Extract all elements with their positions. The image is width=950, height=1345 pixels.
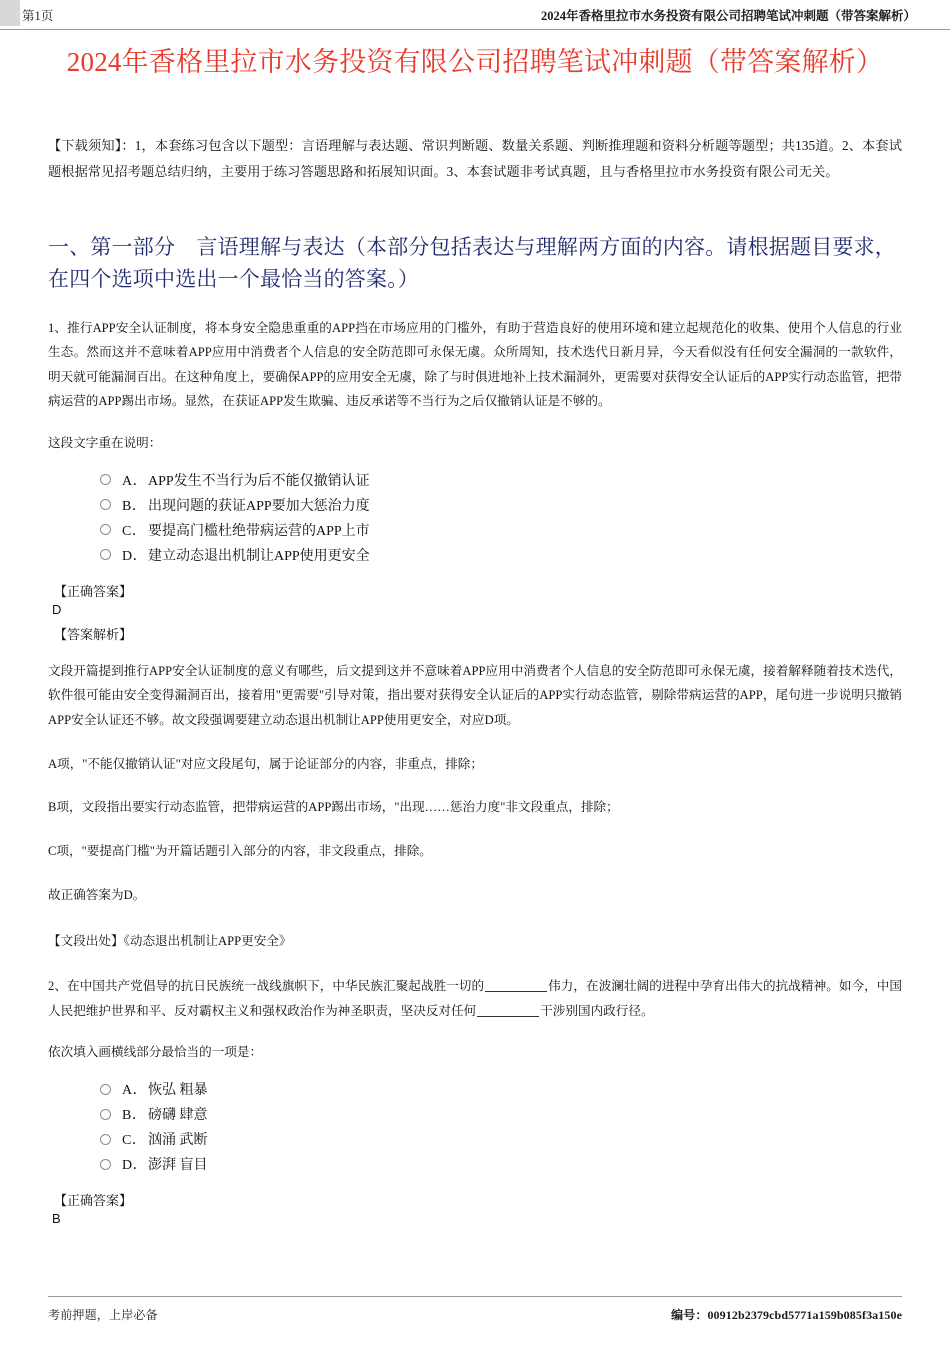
fill-in-blank bbox=[477, 1016, 539, 1017]
option-text: 建立动态退出机制让APP使用更安全 bbox=[148, 548, 370, 564]
question-2-stem-part-1: 2、在中国共产党倡导的抗日民族统一战线旗帜下，中华民族汇聚起战胜一切的 bbox=[48, 979, 485, 994]
option-row[interactable] bbox=[100, 1154, 902, 1174]
option-text: 出现问题的获证APP要加大惩治力度 bbox=[148, 498, 370, 514]
option-text: 恢弘 粗暴 bbox=[148, 1083, 208, 1099]
question-2-answer-label: 【正确答案】 bbox=[54, 1193, 133, 1209]
page-body bbox=[0, 30, 950, 1226]
question-block-2 bbox=[48, 974, 902, 1226]
option-letter: A． bbox=[122, 473, 148, 489]
running-header bbox=[0, 0, 950, 30]
option-letter: C． bbox=[122, 1133, 147, 1149]
radio-button-icon[interactable] bbox=[100, 524, 111, 535]
option-letter: B． bbox=[122, 1108, 147, 1124]
radio-button-icon[interactable] bbox=[100, 1084, 111, 1095]
option-row[interactable] bbox=[100, 1104, 902, 1124]
footer-slogan: 考前押题，上岸必备 bbox=[48, 1308, 158, 1322]
question-1-stem: 1、推行APP安全认证制度，将本身安全隐患重重的APP挡在市场应用的门槛外，有助于营造良好的使用环境和建立起规范化的收集、使用个人信息的行业生态。然而这并不意味着APP应用中消费者个人信息的安全防范即可永保无虞。众所周知，技术迭代日新月异，今天看似没有任何安全漏洞的一款软件，明天就可能漏洞百出。在这种角度上，要确保APP的应用安全无虞，除了与时俱进地补上技术漏洞外，更需要对获得安全认证后的APP实行动态监管，把带病运营的APP踢出市场。显然，在获证APP发生欺骗、违反承诺等不当行为之后仅撤销认证是不够的。 bbox=[48, 320, 902, 409]
running-footer bbox=[48, 1296, 902, 1323]
question-2-answer-value: B bbox=[52, 1211, 61, 1227]
question-2-stem-part-3: 干涉别国内政行径。 bbox=[540, 1003, 654, 1018]
section-heading-part-one: 一、第一部分 言语理解与表达（本部分包括表达与理解两方面的内容。请根据题目要求，在四个选项中选出一个最恰当的答案。） bbox=[48, 234, 896, 292]
option-row[interactable] bbox=[100, 470, 902, 490]
option-row[interactable] bbox=[100, 1079, 902, 1099]
option-row[interactable] bbox=[100, 1129, 902, 1149]
running-header-title: 2024年香格里拉市水务投资有限公司招聘笔试冲刺题（带答案解析） bbox=[540, 8, 916, 23]
option-row[interactable] bbox=[100, 495, 902, 515]
question-1-prompt: 这段文字重在说明： bbox=[48, 436, 162, 450]
document-title: 2024年香格里拉市水务投资有限公司招聘笔试冲刺题（带答案解析） bbox=[66, 47, 884, 77]
radio-button-icon[interactable] bbox=[100, 1159, 111, 1170]
question-1-answer-label: 【正确答案】 bbox=[54, 583, 133, 599]
download-notice: 【下载须知】：1，本套练习包含以下题型：言语理解与表达题、常识判断题、数量关系题、判断推理题和资料分析题等题型；共135道。2、本套试题根据常见招考题总结归纳，主要用于练习答题思路和拓展知识面。3、本套试题非考试真题，且与香格里拉市水务投资有限公司无关。 bbox=[48, 138, 902, 179]
radio-button-icon[interactable] bbox=[100, 1134, 111, 1145]
option-letter: B． bbox=[122, 498, 147, 514]
option-text: 磅礴 肆意 bbox=[148, 1108, 208, 1124]
question-2-stem-part-2: 伟力，在波澜壮阔的进程中孕育出伟大的抗战精神。如今，中国人民把维护世界和平、反对霸权主义和强权政治作为神圣职责，坚决反对任何 bbox=[48, 979, 903, 1018]
option-letter: D． bbox=[122, 1158, 148, 1174]
option-row[interactable] bbox=[100, 545, 902, 565]
question-1-analysis-option-c: C项，"要提高门槛"为开篇话题引入部分的内容，非文段重点，排除。 bbox=[48, 844, 432, 859]
radio-button-icon[interactable] bbox=[100, 499, 111, 510]
option-text: 澎湃 盲目 bbox=[148, 1158, 208, 1174]
radio-button-icon[interactable] bbox=[100, 1109, 111, 1120]
option-text: 要提高门槛杜绝带病运营的APP上市 bbox=[148, 523, 370, 539]
page-number-label: 第1页 bbox=[22, 8, 54, 23]
question-1-options bbox=[48, 470, 902, 565]
question-1-analysis-option-b: B项，文段指出要实行动态监管，把带病运营的APP踢出市场，"出现……惩治力度"非文段重点，排除； bbox=[48, 800, 619, 815]
question-2-options bbox=[48, 1079, 902, 1174]
question-1-analysis-conclusion: 故正确答案为D。 bbox=[48, 888, 146, 903]
question-2-stem bbox=[48, 974, 902, 1023]
fill-in-blank bbox=[485, 991, 547, 992]
radio-button-icon[interactable] bbox=[100, 474, 111, 485]
option-text: APP发生不当行为后不能仅撤销认证 bbox=[148, 473, 370, 489]
option-row[interactable] bbox=[100, 520, 902, 540]
question-1-analysis-option-a: A项，"不能仅撤销认证"对应文段尾句，属于论证部分的内容，非重点，排除； bbox=[48, 756, 483, 771]
question-1-answer-value: D bbox=[52, 601, 62, 617]
radio-button-icon[interactable] bbox=[100, 549, 111, 560]
option-letter: C． bbox=[122, 523, 147, 539]
option-letter: A． bbox=[122, 1083, 148, 1099]
question-1-analysis-main: 文段开篇提到推行APP安全认证制度的意义有哪些，后文提到这并不意味着APP应用中消费者个人信息的安全防范即可永保无虞，接着解释随着技术迭代，软件很可能由安全变得漏洞百出，接着用"更需要"引导对策，指出要对获得安全认证后的APP实行动态监管，剔除带病运营的APP，尾句进一步说明只撤销APP安全认证还不够。故文段强调要建立动态退出机制让APP使用更安全，对应D项。 bbox=[48, 663, 902, 728]
question-block-1 bbox=[48, 316, 902, 954]
footer-serial-number: 编号：00912b2379cbd5771a159b085f3a150e bbox=[671, 1308, 902, 1322]
option-letter: D． bbox=[122, 548, 148, 564]
question-2-prompt: 依次填入画横线部分最恰当的一项是： bbox=[48, 1045, 263, 1060]
option-text: 汹涌 武断 bbox=[148, 1133, 208, 1149]
question-1-analysis-label: 【答案解析】 bbox=[54, 626, 133, 642]
question-1-source: 【文段出处】《动态退出机制让APP更安全》 bbox=[48, 934, 292, 949]
